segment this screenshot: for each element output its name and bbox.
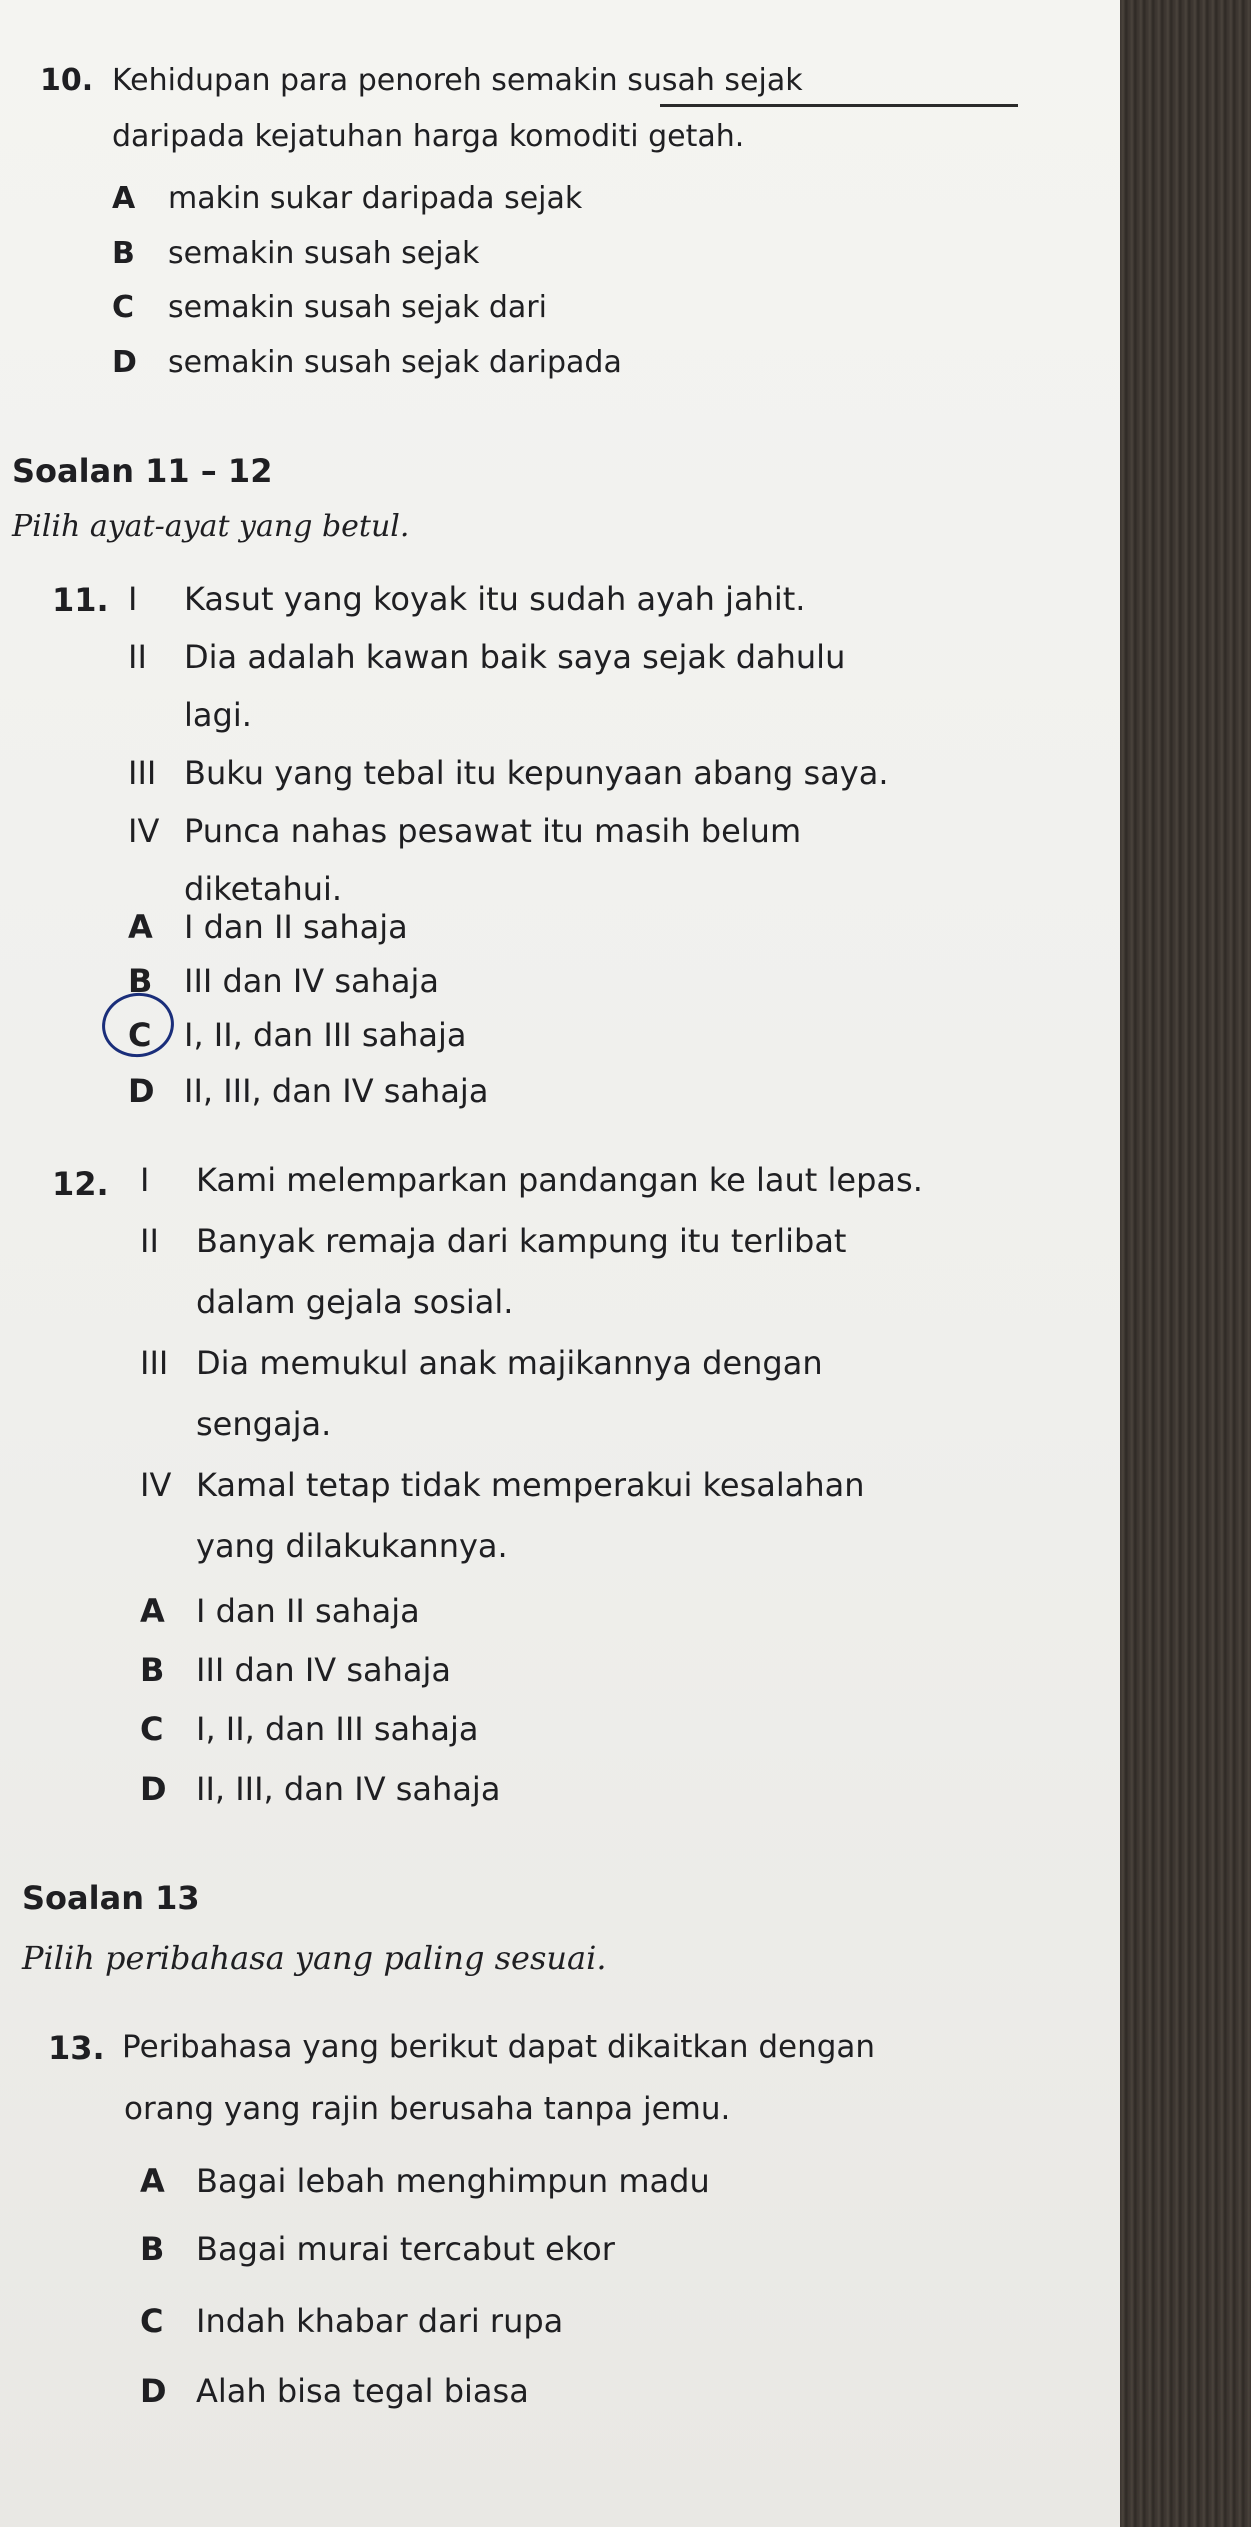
option-letter: B — [140, 1651, 165, 1689]
option-letter: A — [140, 1592, 165, 1630]
option-letter: D — [112, 345, 137, 380]
section-title-soalan-13: Soalan 13 — [22, 1879, 200, 1917]
statement-text: dalam gejala sosial. — [196, 1283, 514, 1321]
option-text: II, III, dan IV sahaja — [184, 1072, 489, 1110]
question-11-number: 11. — [52, 581, 109, 619]
roman-numeral: IV — [140, 1466, 172, 1504]
statement-text: Buku yang tebal itu kepunyaan abang saya. — [184, 754, 889, 792]
option-letter: D — [140, 1770, 167, 1808]
question-13-stem-line-1: Peribahasa yang berikut dapat dikaitkan dengan — [122, 2029, 876, 2065]
option-text: II, III, dan IV sahaja — [196, 1770, 501, 1808]
option-text: makin sukar daripada sejak — [168, 181, 583, 216]
option-letter: C — [140, 1710, 164, 1748]
roman-numeral: II — [128, 638, 147, 676]
statement-text: Punca nahas pesawat itu masih belum — [184, 812, 802, 850]
option-letter: C — [112, 290, 135, 325]
statement-text: Dia adalah kawan baik saya sejak dahulu — [184, 638, 846, 676]
question-11-option-a[interactable] — [128, 908, 408, 946]
option-letter: D — [128, 1072, 155, 1110]
option-text: I, II, dan III sahaja — [184, 1016, 467, 1054]
section-instruction-11-12: Pilih ayat-ayat yang betul. — [12, 509, 410, 544]
roman-numeral: II — [140, 1222, 159, 1260]
handwritten-underline — [660, 104, 1018, 107]
question-12-statements — [140, 1150, 990, 1577]
statement-iii — [140, 1333, 990, 1394]
question-12-option-d[interactable] — [140, 1770, 500, 1808]
statement-text: Dia memukul anak majikannya dengan — [196, 1344, 823, 1382]
roman-numeral: III — [140, 1344, 169, 1382]
question-12-number: 12. — [52, 1165, 109, 1203]
option-letter: A — [112, 181, 136, 216]
question-11-statements — [128, 570, 958, 918]
statement-iv-cont — [140, 1516, 990, 1577]
question-10-option-b[interactable] — [112, 236, 479, 271]
option-text: I, II, dan III sahaja — [196, 1710, 479, 1748]
statement-ii-cont — [140, 1272, 990, 1333]
option-text: III dan IV sahaja — [184, 962, 440, 1000]
question-13-stem-line-2: orang yang rajin berusaha tanpa jemu. — [124, 2091, 731, 2127]
question-10-stem-line-2: daripada kejatuhan harga komoditi getah. — [112, 119, 745, 154]
statement-iii-cont — [140, 1394, 990, 1455]
option-text: semakin susah sejak daripada — [168, 345, 622, 380]
statement-iii — [128, 744, 958, 802]
question-13-option-a[interactable] — [140, 2162, 710, 2200]
statement-ii — [140, 1211, 990, 1272]
option-letter: C — [140, 2302, 164, 2340]
statement-text: Kami melemparkan pandangan ke laut lepas. — [196, 1161, 923, 1199]
option-letter: A — [128, 908, 153, 946]
option-text: Alah bisa tegal biasa — [196, 2372, 529, 2410]
option-text: III dan IV sahaja — [196, 1651, 452, 1689]
statement-text: Kasut yang koyak itu sudah ayah jahit. — [184, 580, 806, 618]
roman-numeral: IV — [128, 812, 160, 850]
statement-i — [140, 1150, 990, 1211]
question-11-option-d[interactable] — [128, 1072, 488, 1110]
option-text: Bagai murai tercabut ekor — [196, 2230, 615, 2268]
option-text: Indah khabar dari rupa — [196, 2302, 564, 2340]
question-13-option-b[interactable] — [140, 2230, 615, 2268]
option-text: I dan II sahaja — [184, 908, 408, 946]
statement-text: Kamal tetap tidak memperakui kesalahan — [196, 1466, 865, 1504]
option-text: Bagai lebah menghimpun madu — [196, 2162, 710, 2200]
question-10-option-a[interactable] — [112, 181, 582, 216]
statement-text: lagi. — [184, 696, 252, 734]
statement-text: Banyak remaja dari kampung itu terlibat — [196, 1222, 847, 1260]
option-letter: A — [140, 2162, 165, 2200]
question-10-stem-line-1: Kehidupan para penoreh semakin susah sejak — [112, 63, 803, 98]
option-text: I dan II sahaja — [196, 1592, 420, 1630]
background-surface — [1120, 0, 1251, 2527]
option-letter: D — [140, 2372, 167, 2410]
statement-i — [128, 570, 958, 628]
section-instruction-13: Pilih peribahasa yang paling sesuai. — [22, 1939, 607, 1977]
roman-numeral: I — [128, 580, 138, 618]
question-10-option-d[interactable] — [112, 345, 622, 380]
question-13-option-c[interactable] — [140, 2302, 563, 2340]
option-letter: C — [128, 1016, 152, 1054]
statement-ii — [128, 628, 958, 686]
question-11-option-b[interactable] — [128, 962, 439, 1000]
option-letter: B — [140, 2230, 165, 2268]
option-text: semakin susah sejak dari — [168, 290, 547, 325]
statement-text: sengaja. — [196, 1405, 332, 1443]
question-13-option-d[interactable] — [140, 2372, 529, 2410]
option-letter: B — [128, 962, 153, 1000]
question-11-option-c[interactable] — [128, 1016, 467, 1054]
question-10-option-c[interactable] — [112, 290, 547, 325]
option-letter: B — [112, 236, 135, 271]
statement-text: diketahui. — [184, 870, 343, 908]
question-13-number: 13. — [48, 2029, 105, 2067]
question-12-option-a[interactable] — [140, 1592, 420, 1630]
option-text: semakin susah sejak — [168, 236, 480, 271]
section-title-soalan-11-12: Soalan 11 – 12 — [12, 452, 273, 490]
question-12-option-c[interactable] — [140, 1710, 479, 1748]
statement-iv — [140, 1455, 990, 1516]
question-10-number: 10. — [40, 63, 94, 98]
statement-text: yang dilakukannya. — [196, 1527, 508, 1565]
question-12-option-b[interactable] — [140, 1651, 451, 1689]
statement-iv — [128, 802, 958, 860]
roman-numeral: I — [140, 1161, 150, 1199]
roman-numeral: III — [128, 754, 157, 792]
statement-ii-cont — [128, 686, 958, 744]
